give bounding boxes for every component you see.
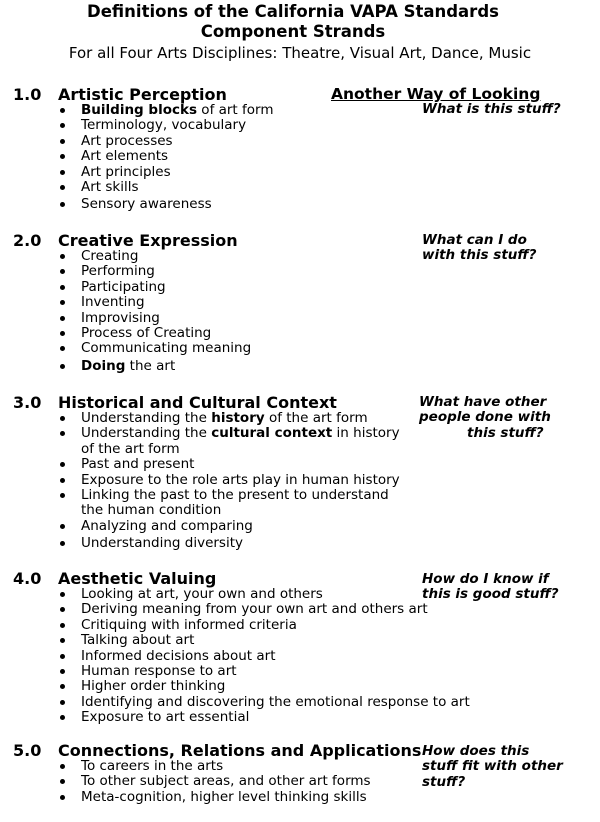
list-item: Participating (58, 280, 251, 295)
list-item: Looking at art, your own and others (58, 587, 470, 602)
list-item: Understanding the history of the art form (58, 411, 411, 426)
section-number: 2.0 (13, 231, 42, 250)
section-title: Artistic Perception (58, 85, 227, 104)
list-item: Art skills (58, 180, 274, 195)
list-item: Past and present (58, 457, 411, 472)
section-question: What can I do with this stuff? (422, 232, 537, 264)
list-item: Understanding the cultural context in history of the art form (58, 426, 411, 457)
list-item: Identifying and discovering the emotional response to art (58, 695, 470, 710)
list-item: Art principles (58, 165, 274, 180)
list-item: Human response to art (58, 664, 470, 679)
list-item: Inventing (58, 295, 251, 310)
list-item: Higher order thinking (58, 679, 470, 694)
list-item: Improvising (58, 311, 251, 326)
list-item: Sensory awareness (58, 197, 274, 212)
list-item: Linking the past to the present to understand the human condition (58, 488, 411, 519)
list-item: Performing (58, 264, 251, 279)
document-title-line1: Definitions of the California VAPA Standards (87, 2, 499, 21)
section-number: 5.0 (13, 741, 42, 760)
list-item: To other subject areas, and other art forms (58, 774, 371, 789)
list-item: Informed decisions about art (58, 649, 470, 664)
list-item: Deriving meaning from your own art and others art (58, 602, 470, 617)
list-item: Exposure to art essential (58, 710, 470, 725)
section-item-list (58, 411, 411, 552)
list-item: Terminology, vocabulary (58, 118, 274, 133)
section-item-list (58, 103, 274, 213)
list-item: Building blocks of art form (58, 103, 274, 118)
list-item: Talking about art (58, 633, 470, 648)
section-number: 4.0 (13, 569, 42, 588)
section-question: What have other people done with this stuff? (419, 394, 551, 441)
list-item: Process of Creating (58, 326, 251, 341)
document-title-line2: Component Strands (200, 22, 386, 41)
document-subtitle: For all Four Arts Disciplines: Theatre, Visual Art, Dance, Music (68, 44, 532, 62)
list-item: Understanding diversity (58, 536, 411, 551)
section-item-list (58, 587, 470, 726)
section-number: 3.0 (13, 393, 42, 412)
list-item: Art elements (58, 149, 274, 164)
list-item: Exposure to the role arts play in human history (58, 473, 411, 488)
list-item: Creating (58, 249, 251, 264)
section-title: Historical and Cultural Context (58, 393, 337, 412)
document-header (0, 2, 600, 63)
section-question: What is this stuff? (422, 101, 561, 117)
list-item: Critiquing with informed criteria (58, 618, 470, 633)
section-item-list (58, 249, 251, 374)
section-title: Connections, Relations and Applications (58, 741, 422, 760)
list-item: To careers in the arts (58, 759, 371, 774)
list-item: Art processes (58, 134, 274, 149)
section-title: Aesthetic Valuing (58, 569, 217, 588)
section-title: Creative Expression (58, 231, 238, 250)
list-item: Analyzing and comparing (58, 519, 411, 534)
section-question: How does this stuff fit with other stuff? (422, 743, 563, 790)
list-item: Meta-cognition, higher level thinking skills (58, 790, 371, 805)
section-item-list (58, 759, 371, 805)
list-item: Doing the art (58, 359, 251, 374)
another-way-heading: Another Way of Looking (331, 85, 541, 103)
list-item: Communicating meaning (58, 341, 251, 356)
section-number: 1.0 (13, 85, 42, 104)
section-question: How do I know if this is good stuff? (422, 571, 559, 603)
